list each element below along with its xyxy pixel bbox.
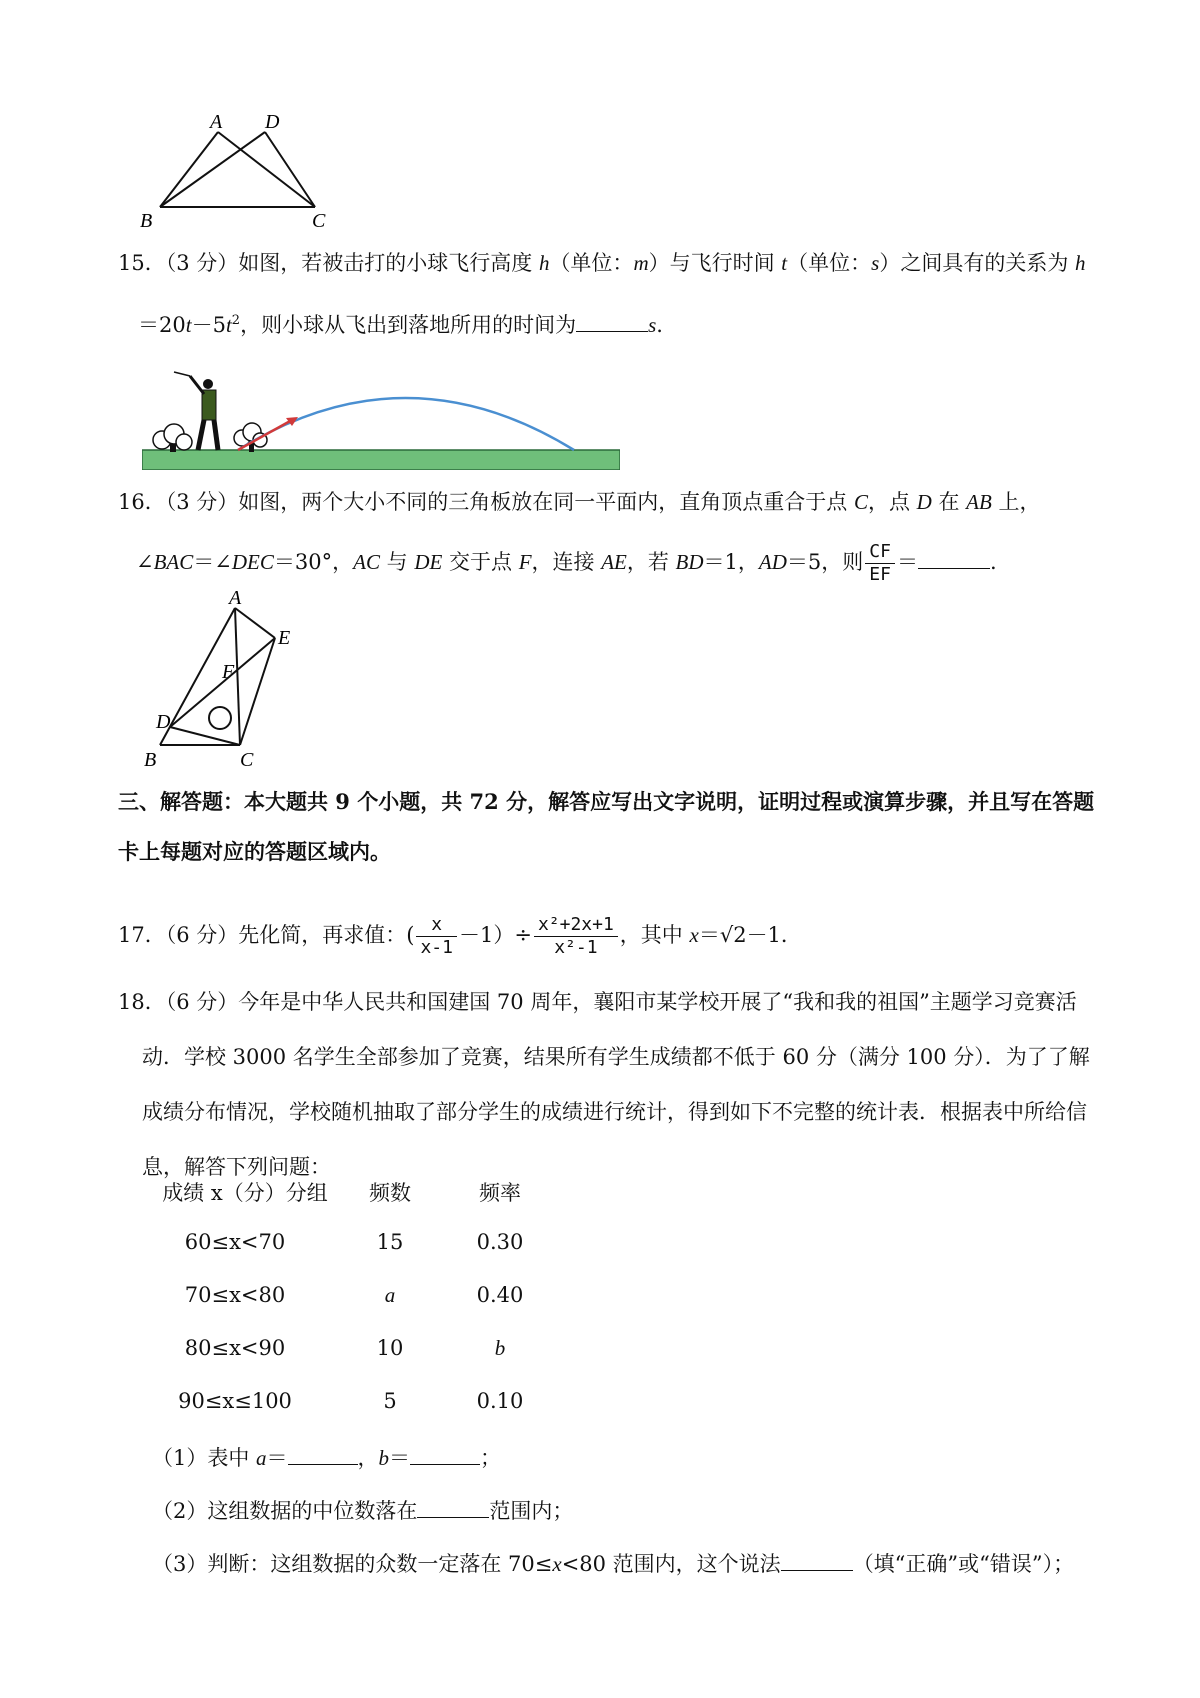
- answer-blank-q16[interactable]: [918, 546, 990, 569]
- sub-question-3: （3）判断：这组数据的众数一定落在 70≤x<80 范围内，这个说法 （填“正确”或“错误”）；: [152, 1548, 1074, 1579]
- label-a: A: [229, 590, 242, 609]
- label-a: A: [210, 112, 223, 133]
- fraction-x-over-x-minus-1: $\frac{x}{x-1}$: [416, 914, 457, 959]
- section3-line2: 卡上每题对应的答题区域内。: [118, 839, 391, 864]
- table-header: 频数: [369, 1181, 411, 1205]
- q15-line2: $=20t-5t^2$，则小球从飞出到落地所用的时间为 s.: [138, 306, 663, 340]
- fraction-cf-ef: $\frac{CF}{EF}$: [865, 541, 895, 586]
- q18-line2: 动．学校 3000 名学生全部参加了竞赛，结果所有学生成绩都不低于 60 分（满分 100 分）．为了了解: [142, 1045, 1090, 1069]
- answer-blank-median[interactable]: [417, 1495, 489, 1518]
- label-d: D: [156, 711, 171, 733]
- tree-icon: [153, 424, 192, 452]
- table-cell: a: [384, 1283, 396, 1307]
- q15-line1: 15．（3 分）如图，若被击打的小球飞行高度 h（单位：m）与飞行时间 t（单位：s）之间具有的关系为 h: [118, 251, 1086, 275]
- table-cell: 10: [376, 1336, 404, 1360]
- label-f: F: [222, 661, 235, 683]
- figure-set-squares: [140, 590, 300, 770]
- table-cell: 70≤x<80: [184, 1283, 286, 1307]
- table-cell: b: [494, 1336, 506, 1360]
- table-cell: 60≤x<70: [184, 1230, 286, 1254]
- label-d: D: [265, 112, 280, 133]
- fraction-quadratic: $\frac{\text{x²+2x+1}}{\text{x²-1}}$: [534, 914, 618, 959]
- table-cell: 90≤x≤100: [178, 1389, 292, 1413]
- table-cell: 0.10: [476, 1389, 524, 1413]
- table-cell: 0.30: [476, 1230, 524, 1254]
- figure-golf-trajectory: [142, 368, 620, 470]
- table-cell: 0.40: [476, 1283, 524, 1307]
- q18-line3: 成绩分布情况，学校随机抽取了部分学生的成绩进行统计，得到如下不完整的统计表．根据表中所给信: [142, 1100, 1087, 1124]
- label-b: B: [140, 210, 153, 232]
- label-e: E: [278, 627, 291, 649]
- table-cell: 15: [376, 1230, 404, 1254]
- q17-line: 17．（6 分）先化简，再求值：( $\frac{x}{x-1}$ －1）÷ $\frac{\text{x²+2x+1}}{\text{x²-1}}$ ，其中 x＝√2－1．: [118, 914, 802, 958]
- label-c: C: [312, 210, 326, 232]
- table-cell: 80≤x<90: [184, 1336, 286, 1360]
- figure-triangles-abdc: [140, 112, 340, 232]
- sub-question-2: （2）这组数据的中位数落在 范围内；: [152, 1495, 573, 1526]
- label-b: B: [144, 749, 157, 770]
- answer-blank-a[interactable]: [288, 1442, 358, 1465]
- answer-blank-b[interactable]: [410, 1442, 480, 1465]
- label-c: C: [240, 749, 254, 770]
- table-header: 成绩 x（分）分组: [162, 1181, 328, 1205]
- q18-line1: 18．（6 分）今年是中华人民共和国建国 70 周年，襄阳市某学校开展了“我和我的祖国”主题学习竞赛活: [118, 990, 1077, 1014]
- table-header: 频率: [479, 1181, 521, 1205]
- answer-blank-q15[interactable]: [576, 309, 648, 332]
- sub-question-1: （1）表中 a＝ ，b＝ ；: [152, 1442, 501, 1473]
- q18-line4: 息，解答下列问题：: [142, 1155, 331, 1179]
- answer-blank-judgement[interactable]: [781, 1548, 853, 1571]
- trajectory-arc: [238, 398, 574, 450]
- section3-line1: 三、解答题：本大题共 9 个小题，共 72 分，解答应写出文字说明，证明过程或演算步骤，并且写在答题: [118, 789, 1095, 814]
- table-cell: 5: [383, 1389, 397, 1413]
- q16-line2: ∠BAC＝∠DEC＝30°，AC 与 DE 交于点 F，连接 AE，若 BD＝1，AD＝5，则 $\frac{CF}{EF}$ ＝ .: [136, 541, 997, 585]
- q16-line1: 16．（3 分）如图，两个大小不同的三角板放在同一平面内，直角顶点重合于点 C，点 D 在 AB 上，: [118, 490, 1041, 514]
